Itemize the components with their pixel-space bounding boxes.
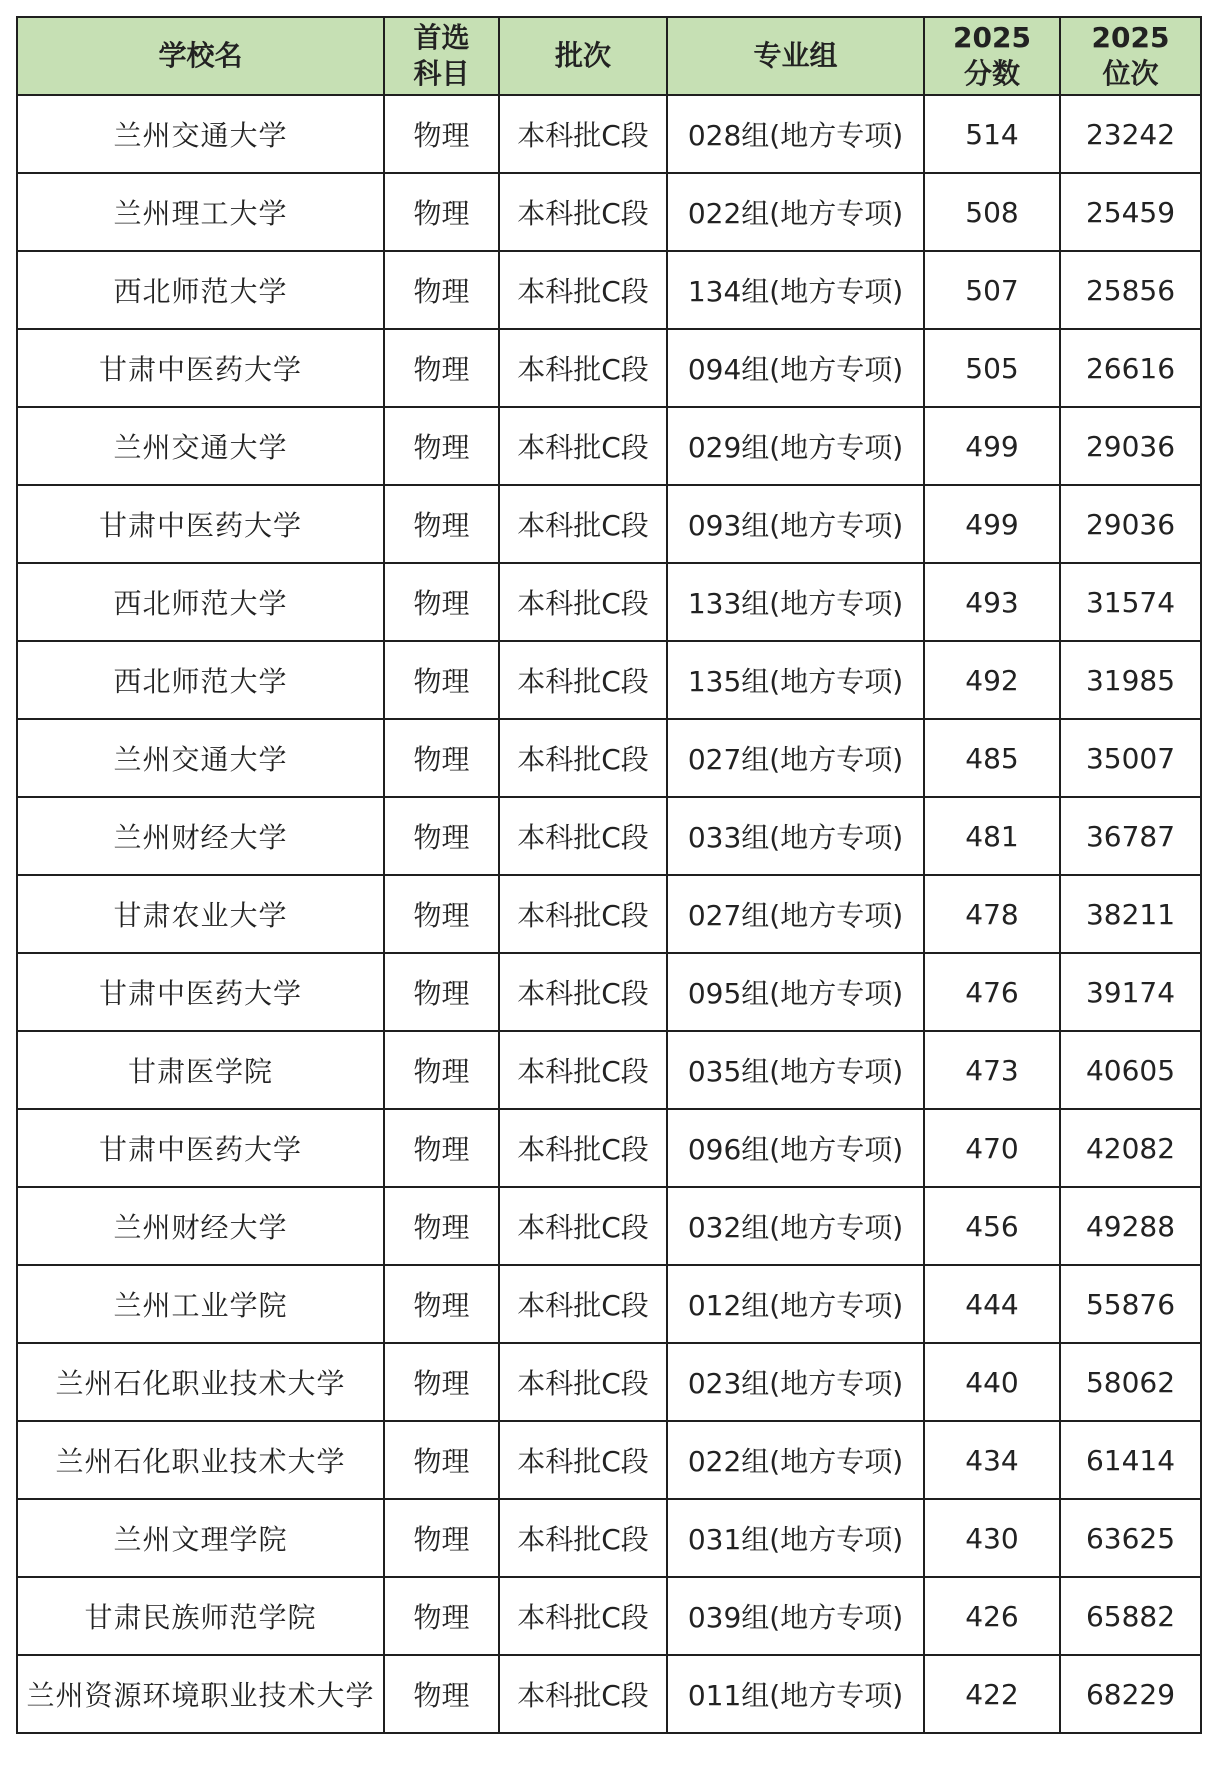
cell-school: 兰州交通大学 — [17, 95, 384, 173]
cell-school: 甘肃农业大学 — [17, 875, 384, 953]
cell-score: 456 — [924, 1187, 1060, 1265]
cell-group: 033组(地方专项) — [667, 797, 924, 875]
cell-school: 兰州财经大学 — [17, 1187, 384, 1265]
cell-subject: 物理 — [384, 1499, 499, 1577]
table-row — [17, 1187, 1201, 1265]
cell-rank: 23242 — [1060, 95, 1201, 173]
cell-school: 兰州资源环境职业技术大学 — [17, 1655, 384, 1733]
cell-subject: 物理 — [384, 563, 499, 641]
cell-rank: 42082 — [1060, 1109, 1201, 1187]
cell-subject: 物理 — [384, 329, 499, 407]
cell-score: 426 — [924, 1577, 1060, 1655]
cell-rank: 65882 — [1060, 1577, 1201, 1655]
cell-batch: 本科批C段 — [499, 1187, 667, 1265]
cell-subject: 物理 — [384, 641, 499, 719]
cell-rank: 26616 — [1060, 329, 1201, 407]
cell-score: 440 — [924, 1343, 1060, 1421]
cell-subject: 物理 — [384, 1655, 499, 1733]
cell-group: 133组(地方专项) — [667, 563, 924, 641]
table-row — [17, 173, 1201, 251]
cell-school: 西北师范大学 — [17, 251, 384, 329]
cell-group: 032组(地方专项) — [667, 1187, 924, 1265]
cell-batch: 本科批C段 — [499, 1265, 667, 1343]
cell-batch: 本科批C段 — [499, 1421, 667, 1499]
cell-group: 012组(地方专项) — [667, 1265, 924, 1343]
header-score: 2025 分数 — [924, 17, 1060, 95]
cell-rank: 25856 — [1060, 251, 1201, 329]
cell-batch: 本科批C段 — [499, 407, 667, 485]
cell-subject: 物理 — [384, 95, 499, 173]
cell-rank: 29036 — [1060, 485, 1201, 563]
cell-subject: 物理 — [384, 953, 499, 1031]
cell-rank: 58062 — [1060, 1343, 1201, 1421]
cell-batch: 本科批C段 — [499, 563, 667, 641]
cell-subject: 物理 — [384, 719, 499, 797]
cell-batch: 本科批C段 — [499, 1031, 667, 1109]
cell-group: 022组(地方专项) — [667, 1421, 924, 1499]
cell-rank: 63625 — [1060, 1499, 1201, 1577]
cell-school: 兰州文理学院 — [17, 1499, 384, 1577]
table-row — [17, 329, 1201, 407]
cell-batch: 本科批C段 — [499, 1577, 667, 1655]
cell-subject: 物理 — [384, 1421, 499, 1499]
cell-rank: 61414 — [1060, 1421, 1201, 1499]
table-row — [17, 1265, 1201, 1343]
cell-school: 兰州交通大学 — [17, 407, 384, 485]
cell-score: 478 — [924, 875, 1060, 953]
cell-subject: 物理 — [384, 1109, 499, 1187]
cell-rank: 39174 — [1060, 953, 1201, 1031]
cell-school: 甘肃中医药大学 — [17, 485, 384, 563]
cell-batch: 本科批C段 — [499, 719, 667, 797]
cell-batch: 本科批C段 — [499, 875, 667, 953]
cell-rank: 31574 — [1060, 563, 1201, 641]
cell-group: 028组(地方专项) — [667, 95, 924, 173]
cell-rank: 38211 — [1060, 875, 1201, 953]
table-row — [17, 1421, 1201, 1499]
table-row — [17, 485, 1201, 563]
cell-subject: 物理 — [384, 875, 499, 953]
cell-rank: 55876 — [1060, 1265, 1201, 1343]
cell-school: 西北师范大学 — [17, 641, 384, 719]
cell-school: 甘肃中医药大学 — [17, 1109, 384, 1187]
table-row — [17, 1577, 1201, 1655]
table-row — [17, 95, 1201, 173]
cell-score: 499 — [924, 407, 1060, 485]
table-row — [17, 1109, 1201, 1187]
admission-score-sheet — [16, 16, 1200, 1734]
cell-subject: 物理 — [384, 407, 499, 485]
cell-subject: 物理 — [384, 1343, 499, 1421]
cell-school: 兰州财经大学 — [17, 797, 384, 875]
cell-batch: 本科批C段 — [499, 173, 667, 251]
cell-score: 514 — [924, 95, 1060, 173]
header-row — [17, 17, 1201, 95]
cell-school: 甘肃医学院 — [17, 1031, 384, 1109]
cell-group: 027组(地方专项) — [667, 875, 924, 953]
table-body — [17, 95, 1201, 1733]
cell-school: 甘肃中医药大学 — [17, 953, 384, 1031]
cell-group: 011组(地方专项) — [667, 1655, 924, 1733]
cell-score: 444 — [924, 1265, 1060, 1343]
header-rank: 2025 位次 — [1060, 17, 1201, 95]
cell-score: 473 — [924, 1031, 1060, 1109]
table-row — [17, 563, 1201, 641]
cell-school: 兰州交通大学 — [17, 719, 384, 797]
cell-score: 508 — [924, 173, 1060, 251]
cell-batch: 本科批C段 — [499, 485, 667, 563]
cell-group: 029组(地方专项) — [667, 407, 924, 485]
cell-group: 031组(地方专项) — [667, 1499, 924, 1577]
cell-score: 422 — [924, 1655, 1060, 1733]
cell-group: 035组(地方专项) — [667, 1031, 924, 1109]
cell-subject: 物理 — [384, 251, 499, 329]
cell-score: 499 — [924, 485, 1060, 563]
cell-group: 094组(地方专项) — [667, 329, 924, 407]
cell-group: 039组(地方专项) — [667, 1577, 924, 1655]
cell-rank: 25459 — [1060, 173, 1201, 251]
header-group: 专业组 — [667, 17, 924, 95]
cell-score: 430 — [924, 1499, 1060, 1577]
cell-subject: 物理 — [384, 797, 499, 875]
cell-rank: 36787 — [1060, 797, 1201, 875]
cell-group: 022组(地方专项) — [667, 173, 924, 251]
header-batch: 批次 — [499, 17, 667, 95]
cell-group: 135组(地方专项) — [667, 641, 924, 719]
cell-batch: 本科批C段 — [499, 797, 667, 875]
cell-batch: 本科批C段 — [499, 953, 667, 1031]
cell-rank: 49288 — [1060, 1187, 1201, 1265]
cell-school: 甘肃民族师范学院 — [17, 1577, 384, 1655]
cell-school: 西北师范大学 — [17, 563, 384, 641]
cell-batch: 本科批C段 — [499, 1499, 667, 1577]
header-school: 学校名 — [17, 17, 384, 95]
cell-batch: 本科批C段 — [499, 251, 667, 329]
table-row — [17, 641, 1201, 719]
cell-school: 兰州石化职业技术大学 — [17, 1421, 384, 1499]
table-row — [17, 719, 1201, 797]
cell-group: 095组(地方专项) — [667, 953, 924, 1031]
cell-score: 507 — [924, 251, 1060, 329]
cell-batch: 本科批C段 — [499, 641, 667, 719]
cell-school: 兰州石化职业技术大学 — [17, 1343, 384, 1421]
cell-score: 481 — [924, 797, 1060, 875]
cell-score: 492 — [924, 641, 1060, 719]
table-row — [17, 1655, 1201, 1733]
cell-score: 485 — [924, 719, 1060, 797]
cell-score: 505 — [924, 329, 1060, 407]
cell-rank: 31985 — [1060, 641, 1201, 719]
cell-group: 023组(地方专项) — [667, 1343, 924, 1421]
cell-batch: 本科批C段 — [499, 329, 667, 407]
table-row — [17, 251, 1201, 329]
table-row — [17, 953, 1201, 1031]
cell-subject: 物理 — [384, 1577, 499, 1655]
table-row — [17, 875, 1201, 953]
cell-school: 兰州理工大学 — [17, 173, 384, 251]
cell-school: 甘肃中医药大学 — [17, 329, 384, 407]
cell-score: 476 — [924, 953, 1060, 1031]
table-row — [17, 1343, 1201, 1421]
cell-group: 096组(地方专项) — [667, 1109, 924, 1187]
cell-group: 027组(地方专项) — [667, 719, 924, 797]
cell-subject: 物理 — [384, 1187, 499, 1265]
score-table — [16, 16, 1202, 1734]
cell-subject: 物理 — [384, 173, 499, 251]
header-subject: 首选 科目 — [384, 17, 499, 95]
cell-rank: 35007 — [1060, 719, 1201, 797]
cell-score: 493 — [924, 563, 1060, 641]
cell-school: 兰州工业学院 — [17, 1265, 384, 1343]
cell-rank: 68229 — [1060, 1655, 1201, 1733]
cell-batch: 本科批C段 — [499, 1109, 667, 1187]
table-row — [17, 797, 1201, 875]
cell-rank: 29036 — [1060, 407, 1201, 485]
cell-batch: 本科批C段 — [499, 1655, 667, 1733]
cell-subject: 物理 — [384, 1031, 499, 1109]
table-row — [17, 407, 1201, 485]
cell-batch: 本科批C段 — [499, 1343, 667, 1421]
table-row — [17, 1031, 1201, 1109]
cell-group: 134组(地方专项) — [667, 251, 924, 329]
cell-batch: 本科批C段 — [499, 95, 667, 173]
cell-group: 093组(地方专项) — [667, 485, 924, 563]
cell-score: 434 — [924, 1421, 1060, 1499]
cell-subject: 物理 — [384, 485, 499, 563]
table-row — [17, 1499, 1201, 1577]
cell-subject: 物理 — [384, 1265, 499, 1343]
cell-rank: 40605 — [1060, 1031, 1201, 1109]
cell-score: 470 — [924, 1109, 1060, 1187]
